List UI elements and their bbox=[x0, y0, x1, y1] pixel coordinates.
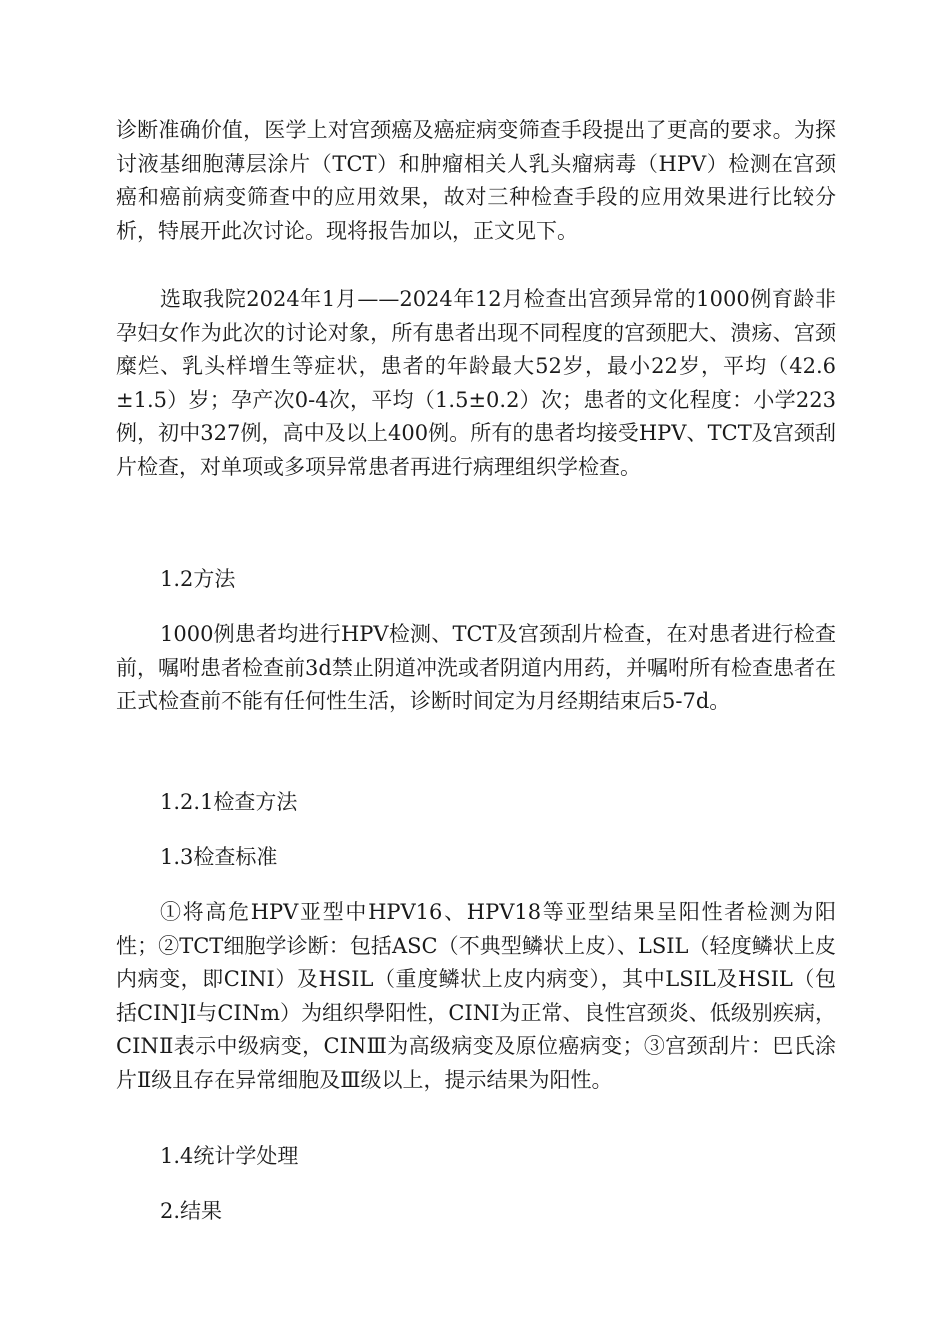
methods-paragraph: 1000例患者均进行HPV检测、TCT及宫颈刮片检查，在对患者进行检查前，嘱咐患者检查前3d禁止阴道冲洗或者阴道内用药，并嘱咐所有检查患者在正式检查前不能有任何性生活，诊断时间定为月经期结束后5-7d。 bbox=[116, 622, 836, 713]
criteria-heading: 1.3检查标准 bbox=[160, 845, 278, 869]
intro-paragraph: 诊断准确价值，医学上对宫颈癌及癌症病变筛查手段提出了更高的要求。为探讨液基细胞薄层涂片（TCT）和肿瘤相关人乳头瘤病毒（HPV）检测在宫颈癌和癌前病变筛查中的应用效果，故对三种检查手段的应用效果进行比较分析，特展开此次讨论。现将报告加以，正文见下。 bbox=[116, 118, 836, 243]
criteria-paragraph: ①将高危HPV亚型中HPV16、HPV18等亚型结果呈阳性者检测为阳性；②TCT细胞学诊断：包括ASC（不典型鳞状上皮）、LSIL（轻度鳞状上皮内病变，即CINI）及HSIL（重度鳞状上皮内病变），其中LSIL及HSIL（包括CIN]I与CINm）为组织學阳性，CINI为正常、良性宫颈炎、低级别疾病，CINⅡ表示中级病变，CINⅢ为高级病变及原位癌病变；③宫颈刮片：巴氏涂片Ⅱ级且存在异常细胞及Ⅲ级以上，提示结果为阳性。 bbox=[116, 900, 836, 1092]
results-heading: 2.结果 bbox=[160, 1199, 223, 1223]
subjects-paragraph: 选取我院2024年1月——2024年12月检查出宫颈异常的1000例育龄非孕妇女作为此次的讨论对象，所有患者出现不同程度的宫颈肥大、溃疡、宫颈糜烂、乳头样增生等症状，患者的年龄最大52岁，最小22岁，平均（42.6±1.5）岁；孕产次0-4次，平均（1.5±0.2）次；患者的文化程度：小学223例，初中327例，高中及以上400例。所有的患者均接受HPV、TCT及宫颈刮片检查，对单项或多项异常患者再进行病理组织学检查。 bbox=[116, 287, 836, 479]
stats-heading: 1.4统计学处理 bbox=[160, 1144, 299, 1168]
exam-method-heading: 1.2.1检查方法 bbox=[160, 790, 298, 814]
methods-heading: 1.2方法 bbox=[160, 567, 236, 591]
